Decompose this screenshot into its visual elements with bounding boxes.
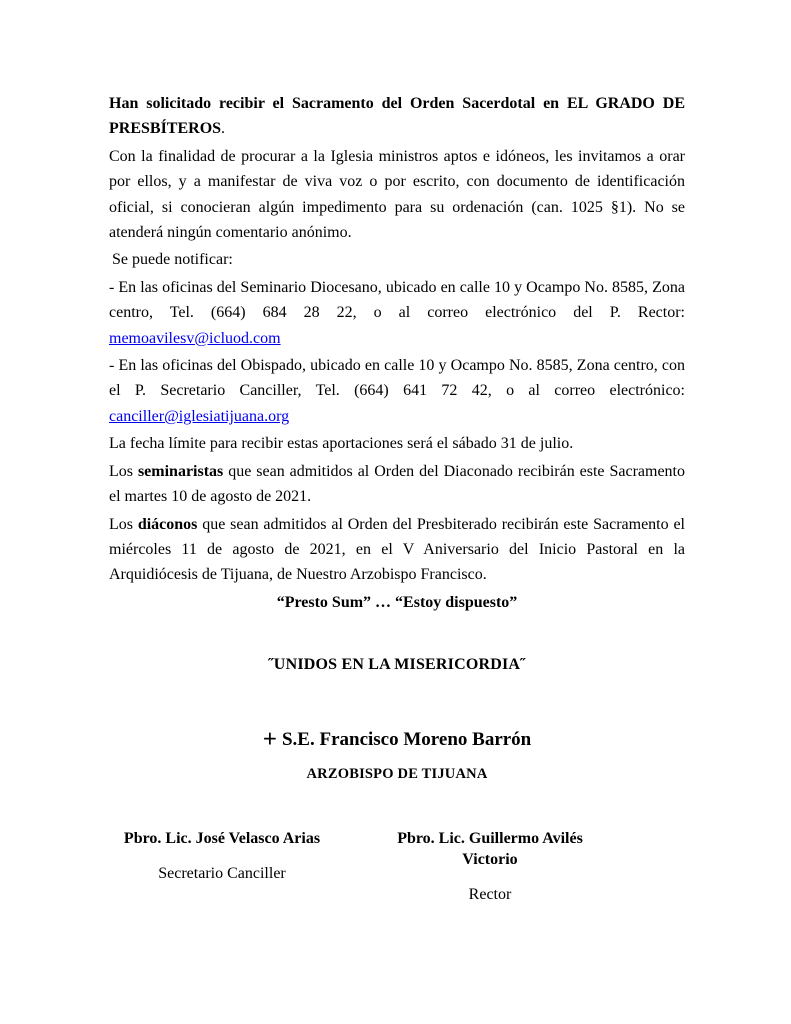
obispado-option-text: - En las oficinas del Obispado, ubicado en calle 10 y Ocampo No. 8585, Zona centro, con el P. Secretario Canciller, Tel. (664) 641 72 42, o al correo electrónico: [109, 357, 685, 400]
seminarians-post-text: que sean admitidos al Orden del Diaconado recibirán este Sacramento el martes 10 de agosto de 2021. [109, 462, 686, 506]
deacons-paragraph [109, 512, 685, 588]
seminarians-bold-word: seminaristas [137, 462, 224, 480]
deadline-paragraph: La fecha límite para recibir estas aportaciones será el sábado 31 de julio. [109, 435, 574, 453]
signer-name: Pbro. Lic. José Velasco Arias [123, 829, 321, 847]
signer-block-canciller [109, 828, 335, 905]
signer-block-rector [377, 828, 603, 905]
announcement-bold-text: Han solicitado recibir el Sacramento del Orden Sacerdotal en EL GRADO DE PRESBÍTEROS [109, 95, 685, 138]
unity-slogan: ˝UNIDOS EN LA MISERICORDIA˝ [268, 656, 526, 674]
signature-columns [109, 828, 685, 905]
signer-name: Pbro. Lic. Guillermo Avilés Victorio [397, 829, 583, 868]
seminarians-paragraph [109, 459, 685, 510]
rector-email-link[interactable]: memoavilesv@icluod.com [109, 329, 281, 347]
cross-icon: + [262, 725, 277, 753]
notification-option-obispado [109, 353, 685, 429]
announcement-period: . [221, 120, 226, 138]
deacons-bold-word: diáconos [137, 515, 198, 533]
seminarians-pre-text: Los [109, 462, 138, 480]
archbishop-name: S.E. Francisco Moreno Barrón [281, 728, 532, 750]
motto-line: “Presto Sum” … “Estoy dispuesto” [276, 593, 518, 611]
seminario-option-text: - En las oficinas del Seminario Diocesano, ubicado en calle 10 y Ocampo No. 8585, Zona centro, Tel. (664) 684 28 22, o al correo electrónico del P. Rector: [109, 278, 685, 322]
deacons-pre-text: Los [109, 515, 138, 533]
ordination-announcement [109, 91, 685, 142]
notification-intro: Se puede notificar: [112, 251, 233, 269]
archbishop-signature [109, 726, 685, 754]
canciller-email-link[interactable]: canciller@iglesiatijuana.org [109, 407, 290, 425]
signer-role: Secretario Canciller [158, 864, 286, 882]
signer-role: Rector [468, 885, 512, 903]
archbishop-title: ARZOBISPO DE TIJUANA [306, 765, 488, 782]
deacons-post-text: que sean admitidos al Orden del Presbiterado recibirán este Sacramento el miércoles 11 de agosto de 2021, en el V Aniversario del Inicio Pastoral en la Arquidiócesis de Tijuana, de Nuestro Arzobispo Francisco. [109, 515, 685, 584]
notification-option-seminario [109, 275, 685, 351]
invitation-paragraph: Con la finalidad de procurar a la Iglesia ministros aptos e idóneos, les invitamos a orar por ellos, y a manifestar de viva voz o por escrito, con documento de identificación oficial, si conocieran algún impedimento para su ordenación (can. 1025 §1). No se atenderá ningún comentario anónimo. [109, 147, 685, 242]
